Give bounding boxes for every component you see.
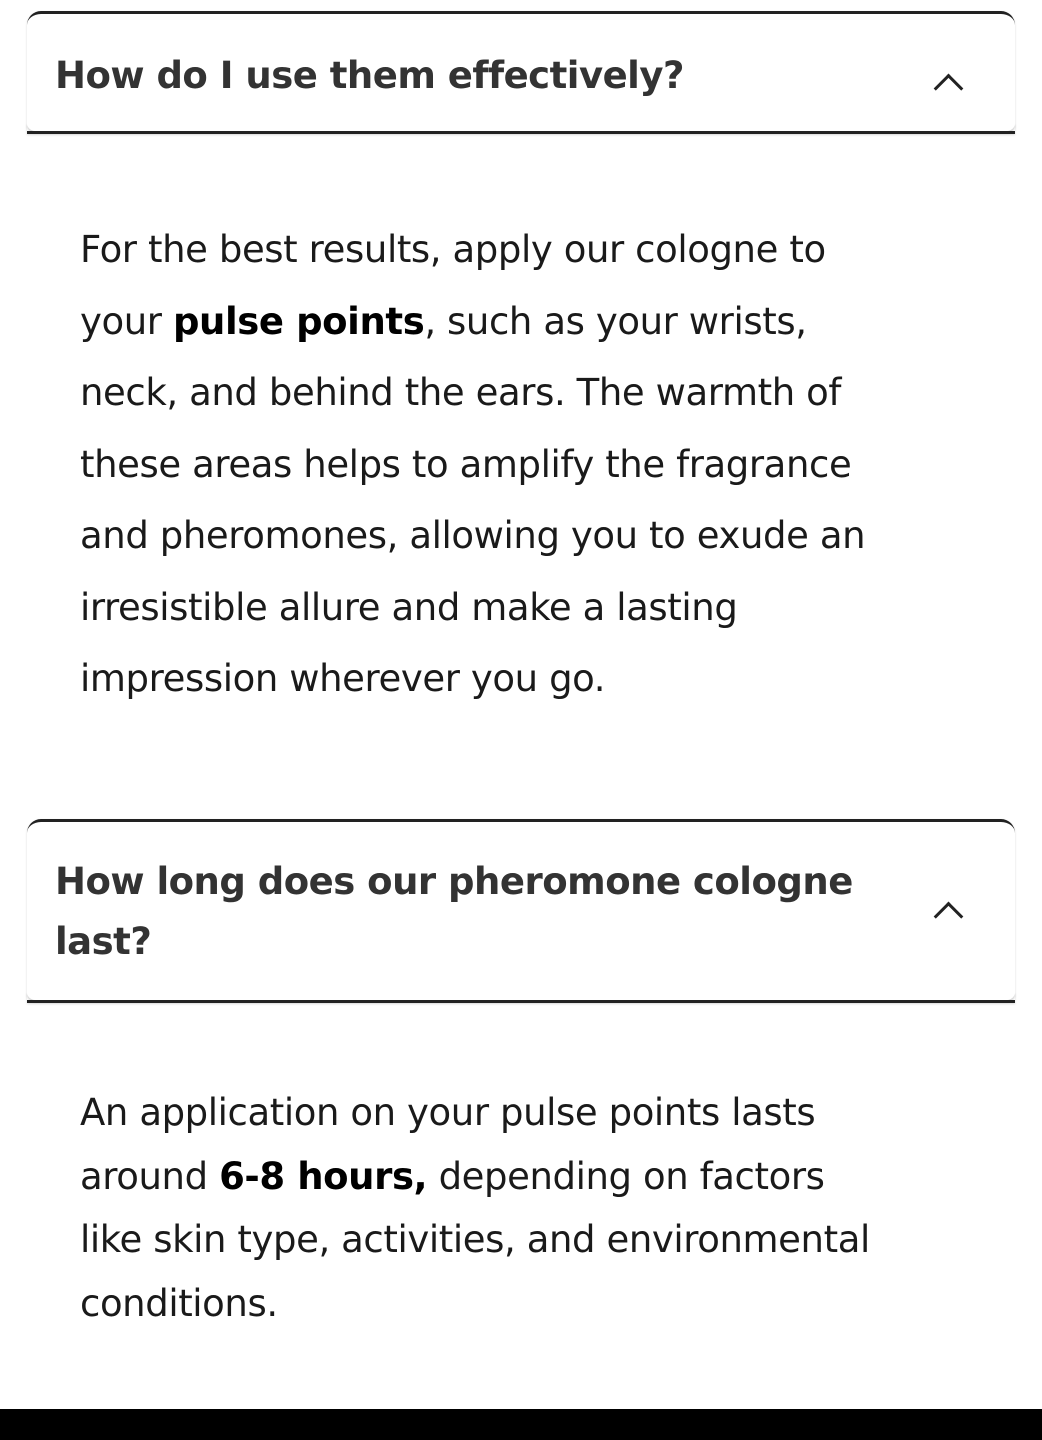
faq-answer xyxy=(80,214,865,715)
card-shadow xyxy=(27,992,1015,1000)
chevron-up-icon[interactable] xyxy=(934,74,964,104)
faq-question xyxy=(55,852,853,972)
answer-text: around xyxy=(80,1154,220,1198)
faq-item-how-long-header[interactable] xyxy=(27,819,1015,1003)
question-line: How long does our pheromone cologne xyxy=(55,860,853,903)
divider xyxy=(27,131,1015,134)
card-shadow xyxy=(27,123,1015,131)
answer-text: , such as your wrists, xyxy=(424,299,807,343)
answer-text: conditions. xyxy=(80,1282,278,1326)
faq-answer xyxy=(80,1081,870,1336)
faq-item-use-effectively-header[interactable] xyxy=(27,11,1015,134)
chevron-up-icon[interactable] xyxy=(934,902,964,932)
answer-text: neck, and behind the ears. The warmth of xyxy=(80,371,841,414)
answer-text: like skin type, activities, and environmental xyxy=(80,1218,870,1262)
divider xyxy=(27,1000,1015,1003)
answer-bold-text: pulse points xyxy=(172,299,425,343)
answer-text: depending on factors xyxy=(427,1154,825,1198)
answer-text: your xyxy=(80,299,173,343)
question-line: last? xyxy=(55,920,152,963)
system-navigation-bar xyxy=(0,1409,1042,1440)
faq-question: How do I use them effectively? xyxy=(55,54,684,97)
answer-text: irresistible allure and make a lasting xyxy=(80,585,738,629)
answer-text: impression wherever you go. xyxy=(80,657,606,700)
answer-text: these areas helps to amplify the fragrance xyxy=(80,442,852,486)
answer-bold-text: 6-8 hours, xyxy=(219,1154,428,1198)
answer-text: and pheromones, allowing you to exude an xyxy=(80,514,866,557)
answer-text: An application on your pulse points lasts xyxy=(80,1091,816,1134)
answer-text: For the best results, apply our cologne to xyxy=(80,228,826,271)
